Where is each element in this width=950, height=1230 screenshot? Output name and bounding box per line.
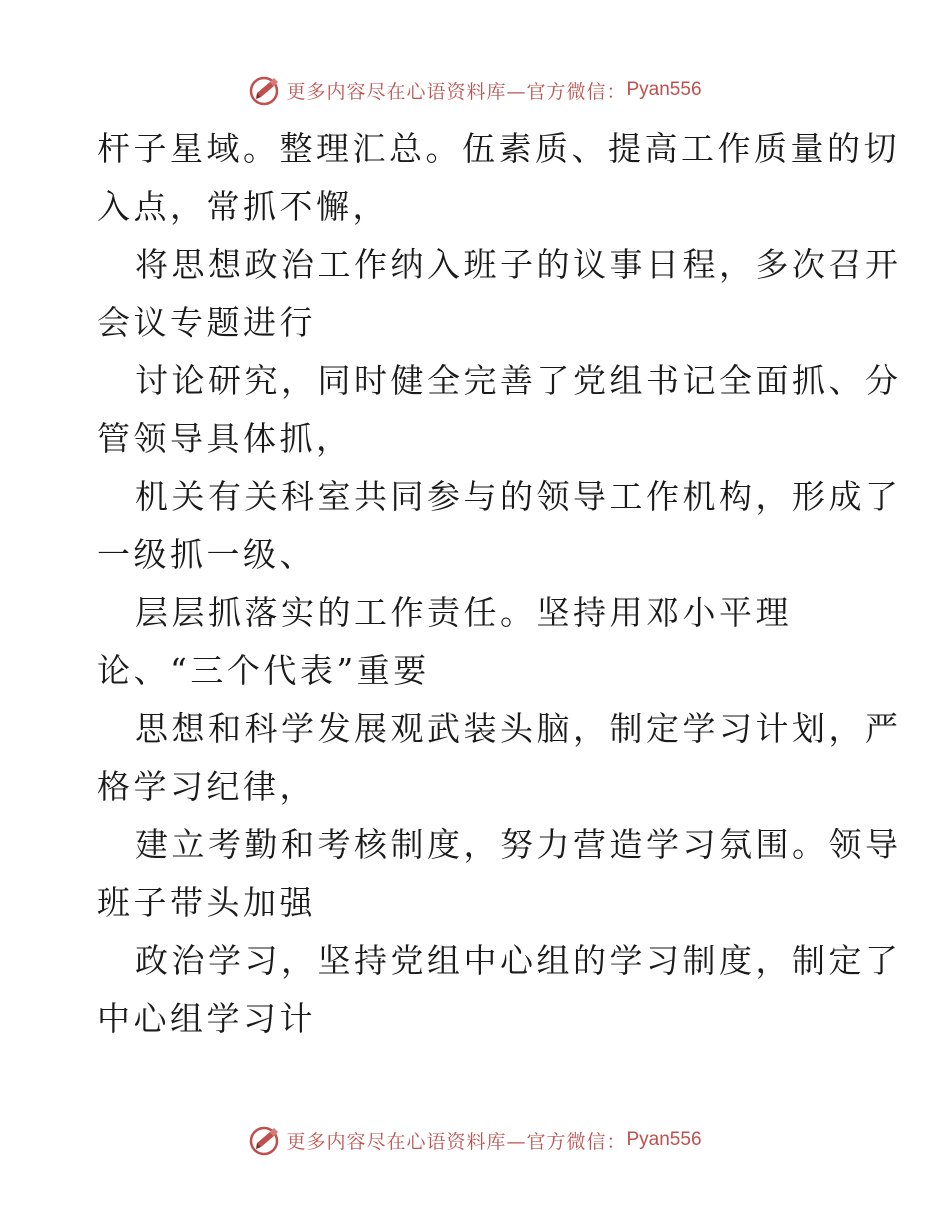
watermark-wechat-id: Pyan556: [626, 79, 702, 100]
pen-seal-logo-icon: [248, 1123, 282, 1157]
paragraph-line: 讨论研究，同时健全完善了党组书记全面抓、分: [135, 361, 902, 400]
paragraph-line: 层层抓落实的工作责任。坚持用邓小平理: [135, 593, 792, 632]
paragraph-line: 会议专题进行: [97, 303, 316, 342]
watermark-wechat-id: Pyan556: [626, 1129, 702, 1150]
watermark-text: 更多内容尽在心语资料库—官方微信：: [286, 1130, 627, 1153]
paragraph-line: 建立考勤和考核制度，努力营造学习氛围。领导: [135, 825, 902, 864]
paragraph-line: 机关有关科室共同参与的领导工作机构，形成了: [135, 477, 902, 516]
paragraph-line: 将思想政治工作纳入班子的议事日程，多次召开: [135, 245, 902, 284]
paragraph-line: 政治学习，坚持党组中心组的学习制度，制定了: [135, 941, 902, 980]
watermark-text: 更多内容尽在心语资料库—官方微信：: [286, 80, 627, 103]
header-watermark: [0, 70, 950, 110]
footer-watermark: [0, 1120, 950, 1160]
paragraph-line: 格学习纪律，: [97, 767, 316, 806]
paragraph-line: 中心组学习计: [97, 999, 316, 1038]
paragraph-line: 管领导具体抓，: [97, 419, 353, 458]
paragraph-line: 杆子星域。整理汇总。伍素质、提高工作质量的切: [97, 129, 900, 168]
document-body: [97, 120, 902, 1048]
pen-seal-logo-icon: [248, 73, 282, 107]
paragraph-line: 一级抓一级、: [97, 535, 316, 574]
paragraph-line: 班子带头加强: [97, 883, 316, 922]
paragraph-line: 思想和科学发展观武装头脑，制定学习计划，严: [135, 709, 902, 748]
paragraph-line: 入点，常抓不懈，: [97, 187, 389, 226]
paragraph-line: 论、“三个代表”重要: [97, 651, 430, 690]
